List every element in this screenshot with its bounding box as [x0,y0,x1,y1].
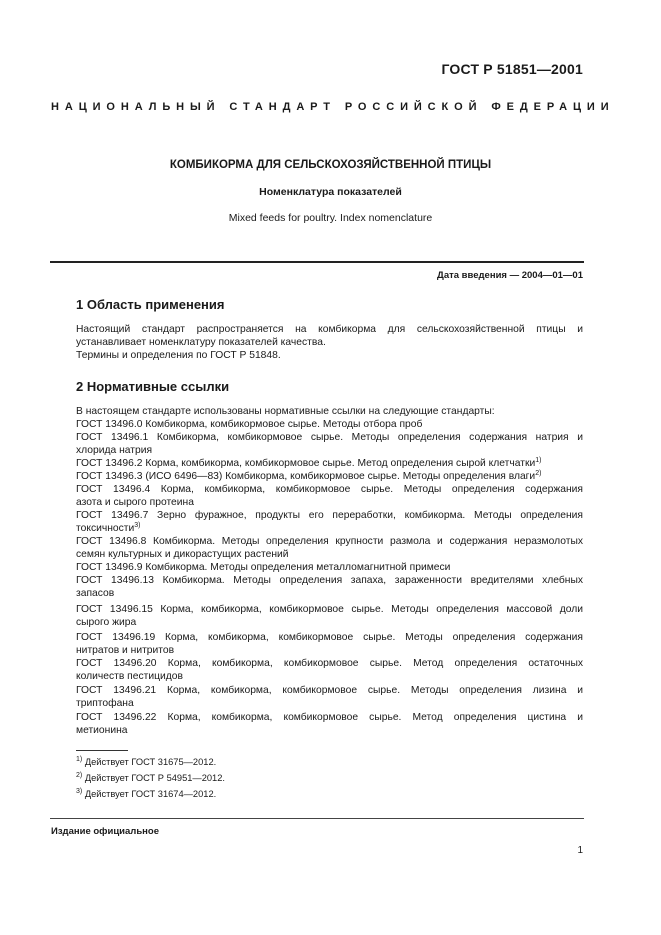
paragraph-line: Настоящий стандарт распространяется на комбикорма для сельскохозяйственной птицы и [76,324,583,335]
page-number: 1 [577,845,583,856]
reference-line-cont: хлорида натрия [76,445,153,456]
footnote-mark: 3) [76,788,83,795]
reference-line [76,457,583,470]
references-intro: В настоящем стандарте использованы нормативные ссылки на следующие стандарты: [76,406,495,417]
reference-line: ГОСТ 13496.1 Комбикорма, комбикормовое сырье. Методы определения содержания натрия и [76,432,583,443]
footnote-text: Действует ГОСТ 31675—2012. [84,757,217,767]
footnote-ref: 2) [535,470,542,477]
english-title: Mixed feeds for poultry. Index nomenclature [228,212,433,224]
reference-line: ГОСТ 13496.20 Корма, комбикорма, комбикормовое сырье. Метод определения остаточных [76,658,583,669]
footnote-divider [76,750,128,751]
reference-line-cont: сырого жира [76,617,137,628]
reference-line-cont: азота и сырого протеина [76,497,194,508]
footnote-mark: 1) [76,756,83,763]
reference-line: ГОСТ 13496.0 Комбикорма, комбикормовое сырье. Методы отбора проб [76,419,423,430]
paragraph-line: Термины и определения по ГОСТ Р 51848. [76,350,281,361]
reference-line-cont: запасов [76,588,115,599]
reference-line: ГОСТ 13496.21 Корма, комбикорма, комбикормовое сырье. Методы определения лизина и [76,685,583,696]
footnote-mark: 2) [76,772,83,779]
reference-line-cont: нитратов и нитритов [76,645,175,656]
header-divider [50,261,584,263]
paragraph-line: устанавливает номенклатуру показателей качества. [76,337,326,348]
reference-line: ГОСТ 13496.7 Зерно фуражное, продукты его переработки, комбикорма. Методы определения [76,510,583,521]
reference-line: ГОСТ 13496.8 Комбикорма. Методы определения крупности размола и содержания неразмолотых [76,536,583,547]
document-subtitle: Номенклатура показателей [259,186,402,198]
footnote-text: Действует ГОСТ 31674—2012. [84,789,217,799]
footnote-text: Действует ГОСТ Р 54951—2012. [84,773,225,783]
footnote [76,789,216,799]
reference-text: ГОСТ 13496.2 Корма, комбикорма, комбикормовое сырье. Метод определения сырой клетчатки [76,458,536,469]
reference-line: ГОСТ 13496.15 Корма, комбикорма, комбикормовое сырье. Методы определения массовой доли [76,604,583,615]
reference-line-cont: количеств пестицидов [76,671,183,682]
reference-text: токсичности [76,523,135,534]
document-number: ГОСТ Р 51851—2001 [441,61,583,77]
reference-line: ГОСТ 13496.9 Комбикорма. Методы определения металломагнитной примеси [76,562,451,573]
reference-line: ГОСТ 13496.13 Комбикорма. Методы определения запаха, зараженности вредителями хлебных [76,575,583,586]
footnote-ref: 1) [535,457,542,464]
national-standard-banner: НАЦИОНАЛЬНЫЙ СТАНДАРТ РОССИЙСКОЙ ФЕДЕРАЦИИ [51,101,615,113]
reference-text: ГОСТ 13496.3 (ИСО 6496—83) Комбикорма, комбикормовое сырье. Методы определения влаги [76,471,536,482]
reference-line: ГОСТ 13496.4 Корма, комбикорма, комбикормовое сырье. Методы определения содержания [76,484,583,495]
reference-line: ГОСТ 13496.22 Корма, комбикорма, комбикормовое сырье. Метод определения цистина и [76,712,583,723]
introduction-date: Дата введения — 2004—01—01 [437,270,583,281]
footnote-ref: 3) [134,522,141,529]
section-heading-scope: 1 Область применения [76,297,225,312]
reference-line-cont: триптофана [76,698,134,709]
footnote [76,773,225,783]
reference-line-cont: семян культурных и дикорастущих растений [76,549,289,560]
footer-divider [50,818,584,819]
official-edition-label: Издание официальное [51,826,159,837]
document-title: КОМБИКОРМА ДЛЯ СЕЛЬСКОХОЗЯЙСТВЕННОЙ ПТИЦЫ [169,159,492,171]
section-heading-references: 2 Нормативные ссылки [76,379,230,394]
reference-line-cont: метионина [76,725,128,736]
footnote [76,757,216,767]
reference-line: ГОСТ 13496.19 Корма, комбикорма, комбикормовое сырье. Методы определения содержания [76,632,583,643]
reference-line-cont [76,522,583,535]
reference-line [76,470,583,483]
